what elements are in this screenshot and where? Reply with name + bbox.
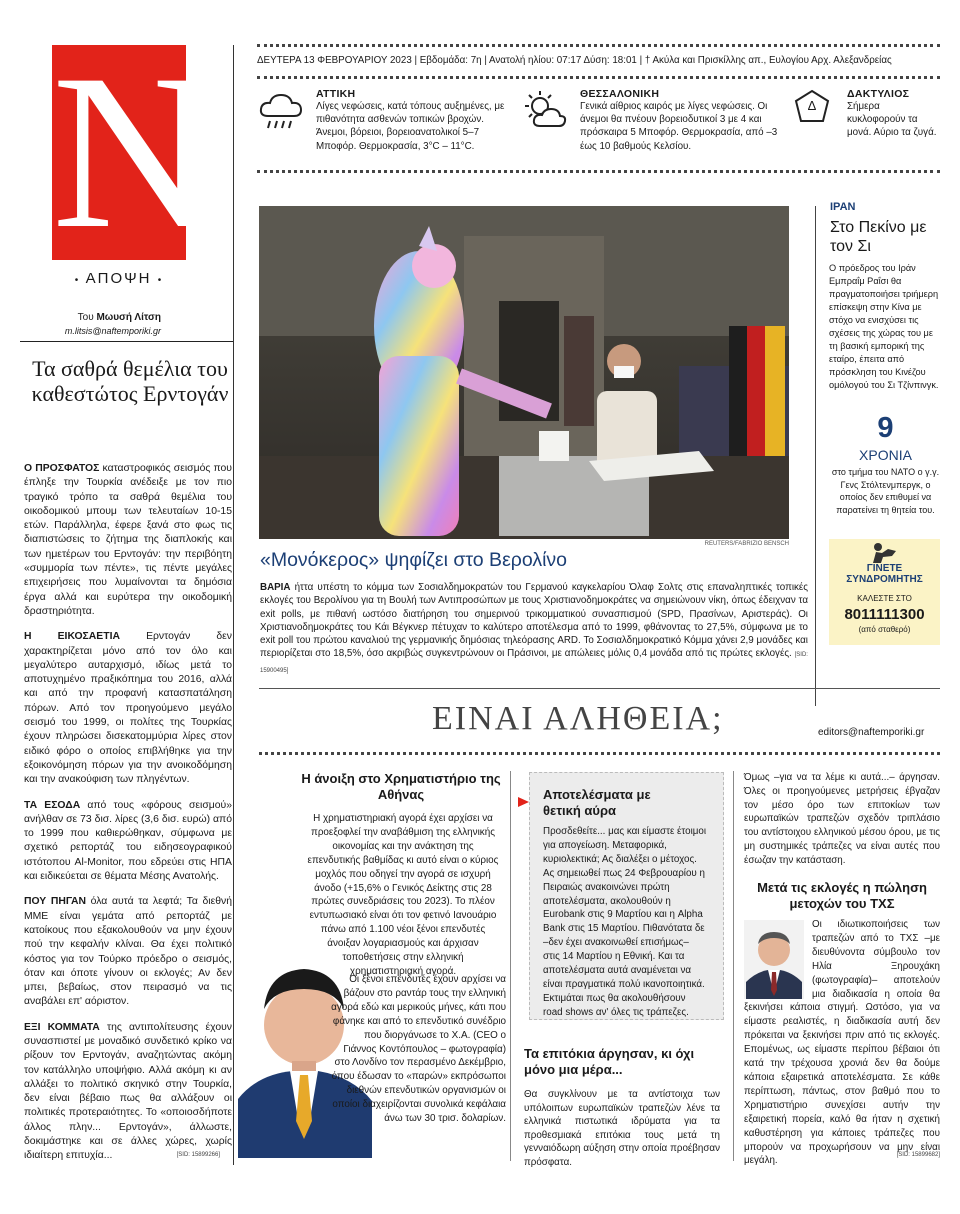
iran-text: Ο πρόεδρος του Ιράν Εμπραΐμ Ραΐσι θα πραγματοποιήσει τριήμερη επίσκεψη στην Κίνα με στόχο να ενισχύσει τις σχέσεις της χώρας του με τη βασική εμπορική της εταίρο, έπειτα από πρόσκληση του Κινέζου ομόλογού του Σι Τζίνπινγκ. bbox=[829, 263, 939, 390]
byline: Του Μωυσή Λίτση bbox=[77, 312, 161, 323]
photo-credit: REUTERS/FABRIZIO BENSCH bbox=[704, 541, 789, 547]
daktylios-badge: Δ bbox=[807, 98, 817, 113]
stock-p1: Η χρηματιστηριακή αγορά έχει αρχίσει να προεξοφλεί την αναβάθμιση της ελληνικής οικονομίας και την ανάκτηση της επενδυτικής βαθμίδας κι αυτό είναι ο κύριος μοχλός που οδηγεί την αγορά σε ισχυρή άνοδο (+15,6% ο Γενικός Δείκτης στις 28 πρώτες συνεδριάσεις του 2023). Το πλέον εντυπωσιακό είναι ότι τον φετινό Ιανουάριο πάνω από 1.100 νέοι ξένοι επενδυτές άνοιξαν λογαριασμούς και άρχισαν τοποθετήσεις στην ελληνική χρηματιστηριακή αγορά. bbox=[307, 813, 499, 977]
iran-headline: Στο Πεκίνο με τον Σι bbox=[830, 219, 927, 255]
weather-thessaloniki: ΘΕΣΣΑΛΟΝΙΚΗ Γενικά αίθριος καιρός με λίγες νεφώσεις. Οι άνεμοι θα πνέουν βορειοδυτικοί 3 με 4 και πρόσκαιρα 5 Μποφόρ. Θερμοκρασία, από –3 έως 10 βαθμούς Κελσίου. bbox=[580, 88, 778, 152]
author-name: Μωυσή Λίτση bbox=[96, 312, 161, 323]
cloud-rain-icon bbox=[258, 90, 304, 132]
subscription-title-2: ΣΥΝΔΡΟΜΗΤΗΣ bbox=[846, 574, 923, 585]
opinion-paragraph: ΕΞΙ ΚΟΜΜΑΤΑ της αντιπολίτευσης έχουν συνασπιστεί με μοναδικό συνδετικό κρίκο να ρίξουν τον Ερντογάν, αναζητώντας ακόμη τον κατάλληλο υποψήφιο. Αλλά ακόμη κι αν αλλάξει το πολιτικό σκηνικό στην Τουρκία, δεν είναι βέβαιο πως θα αλλάξουν οι πολιτικές προτεραιότητες. Το «οποιοσδήποτε άλλος πλην... Ερντογάν», άλλωστε, δοκιμάστηκε και σε άλλες χώρες, χωρίς ιδιαίτερη επιτυχία... bbox=[24, 1021, 232, 1162]
subscription-title-1: ΓΙΝΕΤΕ bbox=[866, 563, 903, 574]
nine-years-text: στο τμήμα του ΝΑΤΟ ο γ.γ. Γενς Στόλτενμπεργκ, ο οποίος δεν επιθυμεί να παρατείνει τη θητεία του. bbox=[831, 467, 940, 515]
lead-body: ΒΑΡΙΑ ήττα υπέστη το κόμμα των Σοσιαλδημοκρατών του Γερμανού καγκελαρίου Όλαφ Σολτς στις επαναληπτικές τοπικές εκλογές του Βερολίνου για τη Βουλή των Αντιπροσώπων με τους Χριστιανοδημοκράτες να σημειώνουν νίκη, όπως έδειχναν τα exit polls, με πιθανή ωστόσο διατήρηση του σημερινού τρικομματικού συνασπισμού (SPD, Πρασίνων, Αριστεράς). Οι Χριστιανοδημοκράτες του Κάι Βέγκνερ πέτυχαν το καλύτερο αποτέλεσμα από το 1999, φθάνοντας το 27,5%, σύμφωνα με το exit poll του πρώτου καναλιού της γερμανικής δημόσιας τηλεόρασης ARD. Το Σοσιαλδημοκρατικό Κόμμα χάνει 2,9 μονάδες και περιορίζεται στο 18,5%, όσο ακριβώς συγκεντρώνουν οι Πράσινοι, με απώλειες μόλις 0,4 μονάδα από τις πρώτες εκλογές. [SID: 15900495] bbox=[260, 582, 808, 674]
section-email[interactable]: editors@naftemporiki.gr bbox=[818, 727, 925, 738]
opinion-body bbox=[24, 462, 232, 1164]
opinion-paragraph: Ο ΠΡΟΣΦΑΤΟΣ καταστροφικός σεισμός που έπληξε την Τουρκία ανέδειξε με τον πιο τραγικό τρόπο τα σαθρά θεμέλια του οικοδομικού μπουμ των τελευταίων 10-15 ετών. Παράλληλα, έφερε ξανά στο φως τις διαπιστώσεις το ζήτημα της διαπλοκής και των ημετέρων του Ερντογάν: την περιβόητη «συμμορία των πέντε», τις πέντε μεγάλες επιχειρήσεις που λυμαίνονται τα δημόσια έργα αλλά και ευρύτερα την οικοδομική δραστηριότητα. bbox=[24, 463, 232, 617]
results-text: Προσδεθείτε... μας και είμαστε έτοιμοι για απογείωση. Μεταφορικά, κυριολεκτικά; Ας διαλέξει ο μέτοχος. Ας σημειωθεί πως 24 Φεβρουαρίου η Πειραιώς ανακοινώνει πρώτη αποτελέσματα, ακολουθούν η Eurobank στις 9 Μαρτίου και η Alpha Bank στις 15 Μαρτίου. Πιθανότατα δε –δεν έχει ανακοινωθεί επισήμως– στις 14 Μαρτίου η Εθνική. Και τα αποτελέσματα αυτά αναμένεται να είναι πραγματικά πολύ ικανοποιητικά. Εκτιμάται πως θα ακολουθήσουν road shows αν' όλες τις τράπεζες. bbox=[543, 826, 707, 1018]
section-label: • ΑΠΟΨΗ • bbox=[74, 270, 164, 287]
weather-daktylios: ΔΑΚΤΥΛΙΟΣ Σήμερα κυκλοφορούν τα μονά. Αύριο τα ζυγά. bbox=[847, 88, 937, 139]
opinion-paragraph: ΤΑ ΕΣΟΔΑ από τους «φόρους σεισμού» ανήλθαν σε 73 δισ. λίρες (3,6 δισ. ευρώ) από το 1999 που καθιερώθηκαν, σύμφωνα με σχετικό ρεπορτάζ του ειδησεογραφικού ιστότοπου Al-Monitor, που εδρεύει στις ΗΠΑ και ειδικεύεται σε θέματα Μέσης Ανατολής. bbox=[24, 799, 232, 883]
tcx-headline: Μετά τις εκλογές η πώληση μετοχών του ΤΧΣ bbox=[757, 880, 927, 911]
tcx-sid: [SID: 15899682] bbox=[896, 1152, 940, 1158]
reader-icon bbox=[870, 542, 898, 564]
date-bar: ΔΕΥΤΕΡΑ 13 ΦΕΒΡΟΥΑΡΙΟΥ 2023 | Εβδομάδα: 7η | Ανατολή ηλίου: 07:17 Δύση: 18:01 | † Ακύλα και Πρισκίλλης απ., Ευλογίου Αρχ. Αλεξανδρείας bbox=[257, 55, 892, 66]
subscription-box[interactable] bbox=[829, 539, 940, 645]
nine-years-number: 9 bbox=[877, 412, 894, 444]
sun-cloud-icon bbox=[520, 88, 568, 132]
rates-text: Θα συγκλίνουν με τα αντίστοιχα των υπόλοιπων ευρωπαϊκών τραπεζών λένε τα ελληνικά πιστωτικά ιδρύματα για τα προθεσμιακά επιτόκια τους μετά τη γενναιόδωρη αύξηση στην οποία προέβησαν πρόσφατα. bbox=[524, 1089, 720, 1168]
subscription-note: (από σταθερό) bbox=[858, 625, 911, 634]
author-email[interactable]: m.litsis@naftemporiki.gr bbox=[64, 326, 161, 336]
nine-years-label: ΧΡΟΝΙΑ bbox=[859, 447, 912, 463]
rates-headline: Τα επιτόκια άργησαν, κι όχι μόνο μια μέρα... bbox=[524, 1046, 695, 1077]
logo bbox=[52, 29, 213, 275]
lead-headline: «Μονόκερος» ψηφίζει στο Βερολίνο bbox=[260, 549, 568, 571]
tcx-text: Οι ιδιωτικοποιήσεις των τραπεζών από το ΤΧΣ –με διευθύνοντα σύμβουλο τον Ηλία Ξηρουχάκη (φωτογραφία)– αποτελούν μια διαδικασία η οποία θα ξεκινήσει κάποια στιγμή. Ωστόσο, για να είμαστε ρεαλιστές, η διαδικασία αυτή δεν πρόκειται να ξεκινήσει πριν από τις εκλογές. Επομένως, ως είμαστε περίπου βέβαιοι ότι κατά την τρέχουσα χρονιά δεν θα δούμε κάποια εξαιρετικά αποτελέσματα. Σε κάθε περίπτωση, πάντως, στον βαθμό που το Χρηματιστήριο συνεχίσει αυτήν την εξαιρετική πορεία, καλό θα ήταν η σχετική καθυστέρηση για κάποιες τράπεζες που μπορούν να προχωρήσουν να μην είναι μεγάλη. bbox=[744, 919, 940, 1167]
iran-kicker: ΙΡΑΝ bbox=[830, 201, 856, 213]
opinion-sid: [SID: 15899266] bbox=[176, 1152, 220, 1158]
stock-headline: Η άνοιξη στο Χρηματιστήριο της Αθήνας bbox=[301, 771, 501, 802]
results-headline: Αποτελέσματα με θετική αύρα bbox=[543, 787, 651, 818]
opinion-paragraph: Η ΕΙΚΟΣΑΕΤΙΑ Ερντογάν δεν χαρακτηρίζεται μόνο από τον όλο και μεγαλύτερο αυταρχισμό, ιδίως μετά το αποτυχημένο πραξικόπημα του 2016, αλλά και από την προφανή κατασπατάληση πόρων. Από τον προηγούμενο μεγάλο σεισμό του 1999, οι πολίτες της Τουρκίας έχουν πληρώσει δισεκατομμύρια λίρες στον ειδικό φόρο ο οποίος επιβλήθηκε για την εξοικονόμηση πόρων για την ανοικοδόμηση και την ανακούφιση των πληγέντων. bbox=[24, 631, 232, 786]
lead-sid: [SID: 15900495] bbox=[260, 652, 808, 674]
opinion-headline: Τα σαθρά θεμέλια του καθεστώτος Ερντογάν bbox=[31, 356, 229, 406]
red-arrow-icon bbox=[516, 795, 530, 809]
section-title: ΕΙΝΑΙ ΑΛΗΘΕΙΑ; bbox=[432, 700, 724, 737]
rates-cont: Όμως –για να τα λέμε κι αυτά...– άργησαν. Όλες οι προηγούμενες μετρήσεις έβγαζαν τον μέσο όρο των επιτοκίων των ευρωπαϊκών τραπεζών σχεδόν τριπλάσιο του αντίστοιχου ελληνικού μέσου όρου, με τις μη συστημικές τράπεζες να είναι αυτές που έσωζαν την κατάσταση. bbox=[744, 772, 940, 866]
subscription-phone[interactable]: 8011111300 bbox=[844, 606, 925, 623]
daktylios-icon bbox=[792, 88, 832, 126]
lead-photo bbox=[259, 206, 789, 539]
weather-attica: ΑΤΤΙΚΗ Λίγες νεφώσεις, κατά τόπους αυξημένες, με πιθανότητα ασθενών τοπικών βροχών. Άνεμοι, βόρειοι, βορειοανατολικοί 5–7 Μποφόρ. Θερμοκρασία, 3°C – 11°C. bbox=[316, 88, 505, 152]
stock-p2: Οι ξένοι επενδυτές έχουν αρχίσει να βάζουν στο ραντάρ τους την ελληνική αγορά εδώ και μερικούς μήνες, κάτι που φάνηκε και από το επενδυτικό συνέδριο που διοργάνωσε το Χ.Α. (CEO ο Γιάννος Κοντόπουλος – φωτογραφία) στο Λονδίνο τον περασμένο Δεκέμβριο, όπου έδωσαν το «παρών» εκπρόσωποι διεθνών επενδυτικών οργανισμών οι οποίοι διαχειρίζονται συνολικά κεφάλαια άνω των 30 τρισ. δολαρίων. bbox=[331, 974, 506, 1125]
section-label-text: ΑΠΟΨΗ bbox=[85, 270, 152, 287]
logo-letter: N bbox=[52, 29, 213, 275]
opinion-paragraph: ΠΟΥ ΠΗΓΑΝ όλα αυτά τα λεφτά; Τα διεθνή ΜΜΕ είναι γεμάτα από ρεπορτάζ με κατοίκους που εξακολουθούν να μην έχουν πού την κεφαλήν κλίναι. Θα έχει πολιτικό κόστος για τον Τούρκο πρόεδρο ο σεισμός, όταν και όποτε γίνουν οι εκλογές; Αν δεν μπει, βεβαίως, στον πειρασμό να τις αναβάλει επ' αόριστον. bbox=[24, 896, 232, 1008]
subscription-call: ΚΑΛΕΣΤΕ ΣΤΟ bbox=[857, 594, 912, 603]
